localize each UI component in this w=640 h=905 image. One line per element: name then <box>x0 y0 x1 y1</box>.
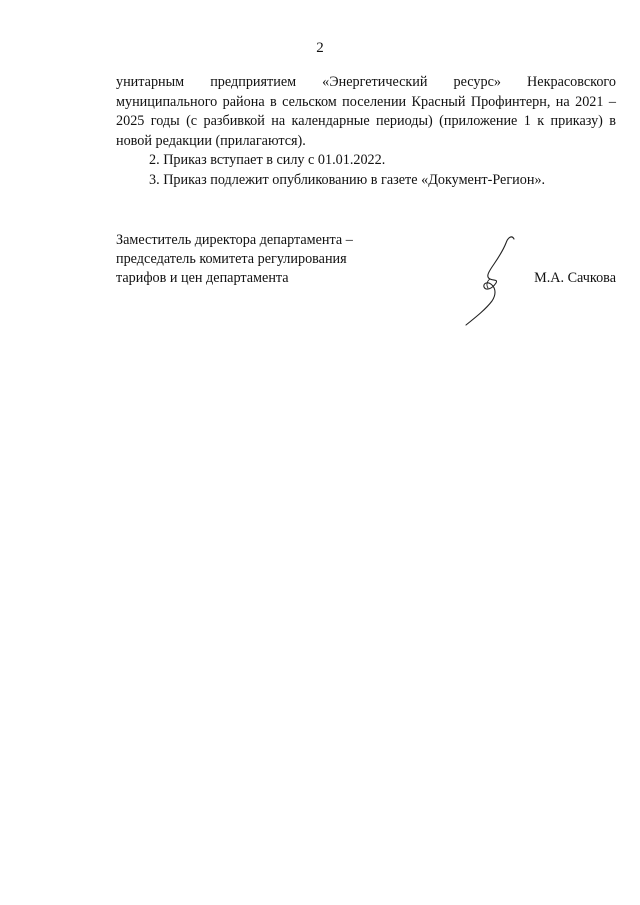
signatory-title-line-3: тарифов и цен департамента <box>116 270 289 286</box>
page-number: 2 <box>316 40 324 56</box>
paragraph-continuation: унитарным предприятием «Энергетический ресурс» Некрасовского муниципального района в сельском поселении Красный Профинтерн, на 2021 – 2025 годы (с разбивкой на календарные периоды) (приложение 1 к приказу) в новой редакции (прилагаются). <box>116 74 616 149</box>
signatory-title-line-2: председатель комитета регулирования <box>116 251 347 267</box>
document-body <box>116 73 616 190</box>
signatory-name: М.А. Сачкова <box>534 270 616 286</box>
paragraph-item-2: 2. Приказ вступает в силу с 01.01.2022. <box>149 152 386 168</box>
signature-block <box>116 231 616 331</box>
paragraph-item-3: 3. Приказ подлежит опубликованию в газете «Документ-Регион». <box>149 171 546 188</box>
handwritten-signature <box>456 235 526 327</box>
signatory-title-line-1: Заместитель директора департамента – <box>116 232 353 248</box>
